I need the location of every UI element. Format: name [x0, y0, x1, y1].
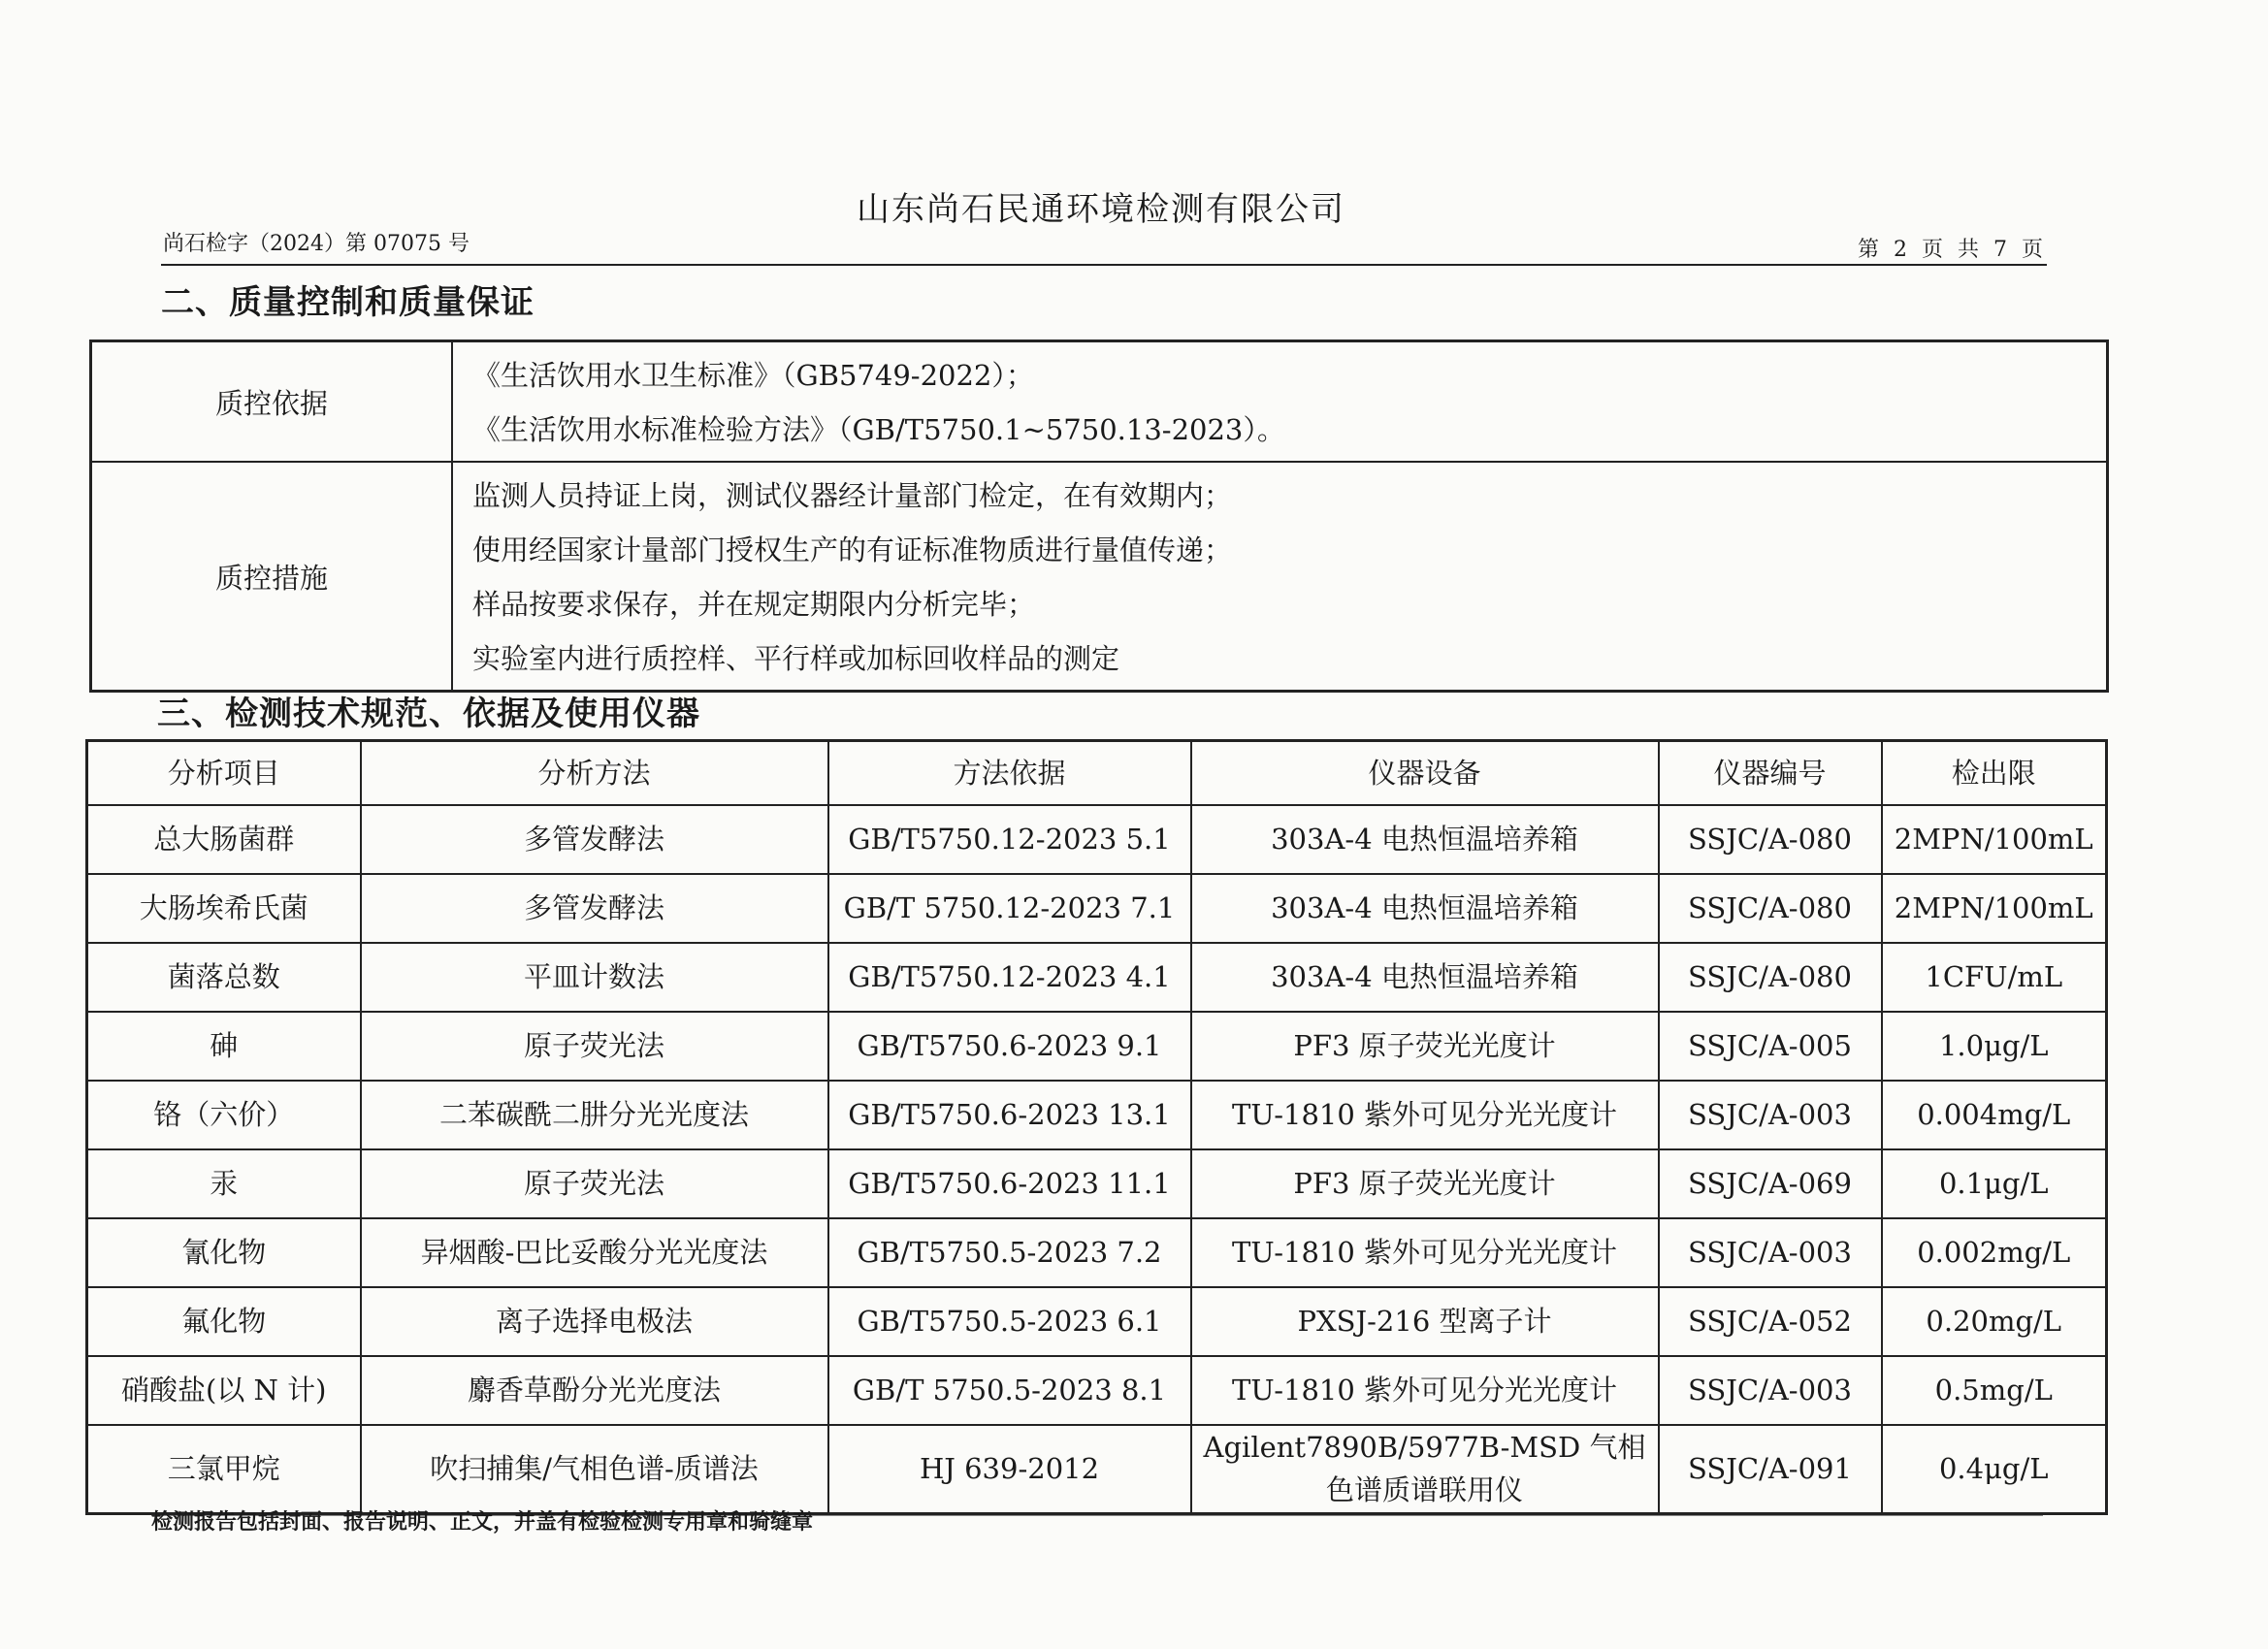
qc-measures-line: 样品按要求保存，并在规定期限内分析完毕； — [472, 588, 1036, 621]
table-cell: 多管发酵法 — [361, 805, 828, 874]
table-row — [87, 874, 2107, 943]
instrument-table-header — [87, 741, 2107, 806]
qc-basis-row — [91, 341, 2108, 463]
table-cell: SSJC/A-069 — [1659, 1149, 1882, 1218]
table-cell: 异烟酸-巴比妥酸分光光度法 — [361, 1218, 828, 1287]
table-cell: 303A-4 电热恒温培养箱 — [1191, 943, 1659, 1012]
column-header: 方法依据 — [828, 741, 1191, 806]
table-cell: 1.0μg/L — [1882, 1012, 2107, 1081]
table-cell: 三氯甲烷 — [87, 1425, 361, 1514]
table-cell: SSJC/A-052 — [1659, 1287, 1882, 1356]
qc-measures-label: 质控措施 — [91, 462, 453, 692]
column-header: 分析方法 — [361, 741, 828, 806]
table-cell: SSJC/A-080 — [1659, 805, 1882, 874]
qc-basis-line: 《生活饮用水卫生标准》（GB5749-2022）； — [472, 359, 1034, 392]
table-cell: PF3 原子荧光光度计 — [1191, 1012, 1659, 1081]
table-cell: 氟化物 — [87, 1287, 361, 1356]
table-cell: 硝酸盐(以 N 计) — [87, 1356, 361, 1425]
table-row — [87, 1218, 2107, 1287]
column-header: 分析项目 — [87, 741, 361, 806]
table-cell: TU-1810 紫外可见分光光度计 — [1191, 1356, 1659, 1425]
table-row — [87, 1287, 2107, 1356]
table-cell: SSJC/A-003 — [1659, 1356, 1882, 1425]
table-cell: 平皿计数法 — [361, 943, 828, 1012]
footnote: 检测报告包括封面、报告说明、正文，并盖有检验检测专用章和骑缝章 — [151, 1509, 814, 1535]
table-cell: PF3 原子荧光光度计 — [1191, 1149, 1659, 1218]
table-cell: SSJC/A-003 — [1659, 1081, 1882, 1149]
table-cell: 0.4μg/L — [1882, 1425, 2107, 1514]
table-cell: GB/T5750.6-2023 11.1 — [828, 1149, 1191, 1218]
table-cell: 氰化物 — [87, 1218, 361, 1287]
table-cell: SSJC/A-091 — [1659, 1425, 1882, 1514]
table-cell: SSJC/A-003 — [1659, 1218, 1882, 1287]
table-cell: 303A-4 电热恒温培养箱 — [1191, 805, 1659, 874]
table-cell: 二苯碳酰二肼分光光度法 — [361, 1081, 828, 1149]
table-cell: HJ 639-2012 — [828, 1425, 1191, 1514]
table-cell: 铬（六价） — [87, 1081, 361, 1149]
document-number: 尚石检字（2024）第 07075 号 — [163, 232, 470, 256]
instrument-table — [85, 739, 2108, 1515]
column-header: 检出限 — [1882, 741, 2107, 806]
table-cell: 0.1μg/L — [1882, 1149, 2107, 1218]
table-cell: 砷 — [87, 1012, 361, 1081]
qc-measures-line: 实验室内进行质控样、平行样或加标回收样品的测定 — [472, 642, 1120, 675]
table-cell: 原子荧光法 — [361, 1149, 828, 1218]
qc-basis-label: 质控依据 — [91, 341, 453, 463]
table-row — [87, 1425, 2107, 1514]
table-cell: 菌落总数 — [87, 943, 361, 1012]
table-cell: 多管发酵法 — [361, 874, 828, 943]
quality-control-table — [89, 340, 2109, 693]
table-row — [87, 805, 2107, 874]
table-cell: GB/T5750.12-2023 4.1 — [828, 943, 1191, 1012]
qc-measures-line: 监测人员持证上岗，测试仪器经计量部门检定，在有效期内； — [472, 479, 1233, 512]
table-cell: 总大肠菌群 — [87, 805, 361, 874]
table-cell: GB/T 5750.12-2023 7.1 — [828, 874, 1191, 943]
table-cell: GB/T5750.6-2023 13.1 — [828, 1081, 1191, 1149]
table-cell: SSJC/A-005 — [1659, 1012, 1882, 1081]
header-divider — [161, 264, 2047, 266]
column-header: 仪器编号 — [1659, 741, 1882, 806]
table-cell: SSJC/A-080 — [1659, 943, 1882, 1012]
table-cell: 麝香草酚分光光度法 — [361, 1356, 828, 1425]
table-cell: 0.004mg/L — [1882, 1081, 2107, 1149]
table-cell: 0.5mg/L — [1882, 1356, 2107, 1425]
qc-basis-line: 《生活饮用水标准检验方法》（GB/T5750.1~5750.13-2023）。 — [472, 413, 1285, 446]
table-cell: 2MPN/100mL — [1882, 805, 2107, 874]
table-row — [87, 1012, 2107, 1081]
table-row — [87, 1356, 2107, 1425]
qc-measures-content — [452, 462, 2108, 692]
table-cell: 汞 — [87, 1149, 361, 1218]
table-cell: GB/T5750.5-2023 6.1 — [828, 1287, 1191, 1356]
table-cell: GB/T5750.12-2023 5.1 — [828, 805, 1191, 874]
table-cell: 0.20mg/L — [1882, 1287, 2107, 1356]
quality-section-title: 二、质量控制和质量保证 — [161, 283, 535, 322]
table-cell: 大肠埃希氏菌 — [87, 874, 361, 943]
table-cell: SSJC/A-080 — [1659, 874, 1882, 943]
table-cell: 2MPN/100mL — [1882, 874, 2107, 943]
page-info: 第 2 页 共 7 页 — [1858, 238, 2047, 262]
company-name: 山东尚石民通环境检测有限公司 — [857, 190, 1345, 229]
table-cell: 1CFU/mL — [1882, 943, 2107, 1012]
table-cell: 303A-4 电热恒温培养箱 — [1191, 874, 1659, 943]
column-header: 仪器设备 — [1191, 741, 1659, 806]
table-cell: PXSJ-216 型离子计 — [1191, 1287, 1659, 1356]
table-row — [87, 1081, 2107, 1149]
table-cell: Agilent7890B/5977B-MSD 气相色谱质谱联用仪 — [1191, 1425, 1659, 1514]
table-cell: 离子选择电极法 — [361, 1287, 828, 1356]
table-row — [87, 1149, 2107, 1218]
table-cell: TU-1810 紫外可见分光光度计 — [1191, 1081, 1659, 1149]
table-cell: GB/T5750.5-2023 7.2 — [828, 1218, 1191, 1287]
qc-basis-content — [452, 341, 2108, 463]
qc-measures-line: 使用经国家计量部门授权生产的有证标准物质进行量值传递； — [472, 534, 1233, 566]
table-cell: 吹扫捕集/气相色谱-质谱法 — [361, 1425, 828, 1514]
table-cell: 原子荧光法 — [361, 1012, 828, 1081]
table-row — [87, 943, 2107, 1012]
qc-measures-row — [91, 462, 2108, 692]
table-cell: GB/T5750.6-2023 9.1 — [828, 1012, 1191, 1081]
table-cell: 0.002mg/L — [1882, 1218, 2107, 1287]
table-cell: TU-1810 紫外可见分光光度计 — [1191, 1218, 1659, 1287]
instrument-section-title: 三、检测技术规范、依据及使用仪器 — [157, 695, 700, 733]
table-cell: GB/T 5750.5-2023 8.1 — [828, 1356, 1191, 1425]
